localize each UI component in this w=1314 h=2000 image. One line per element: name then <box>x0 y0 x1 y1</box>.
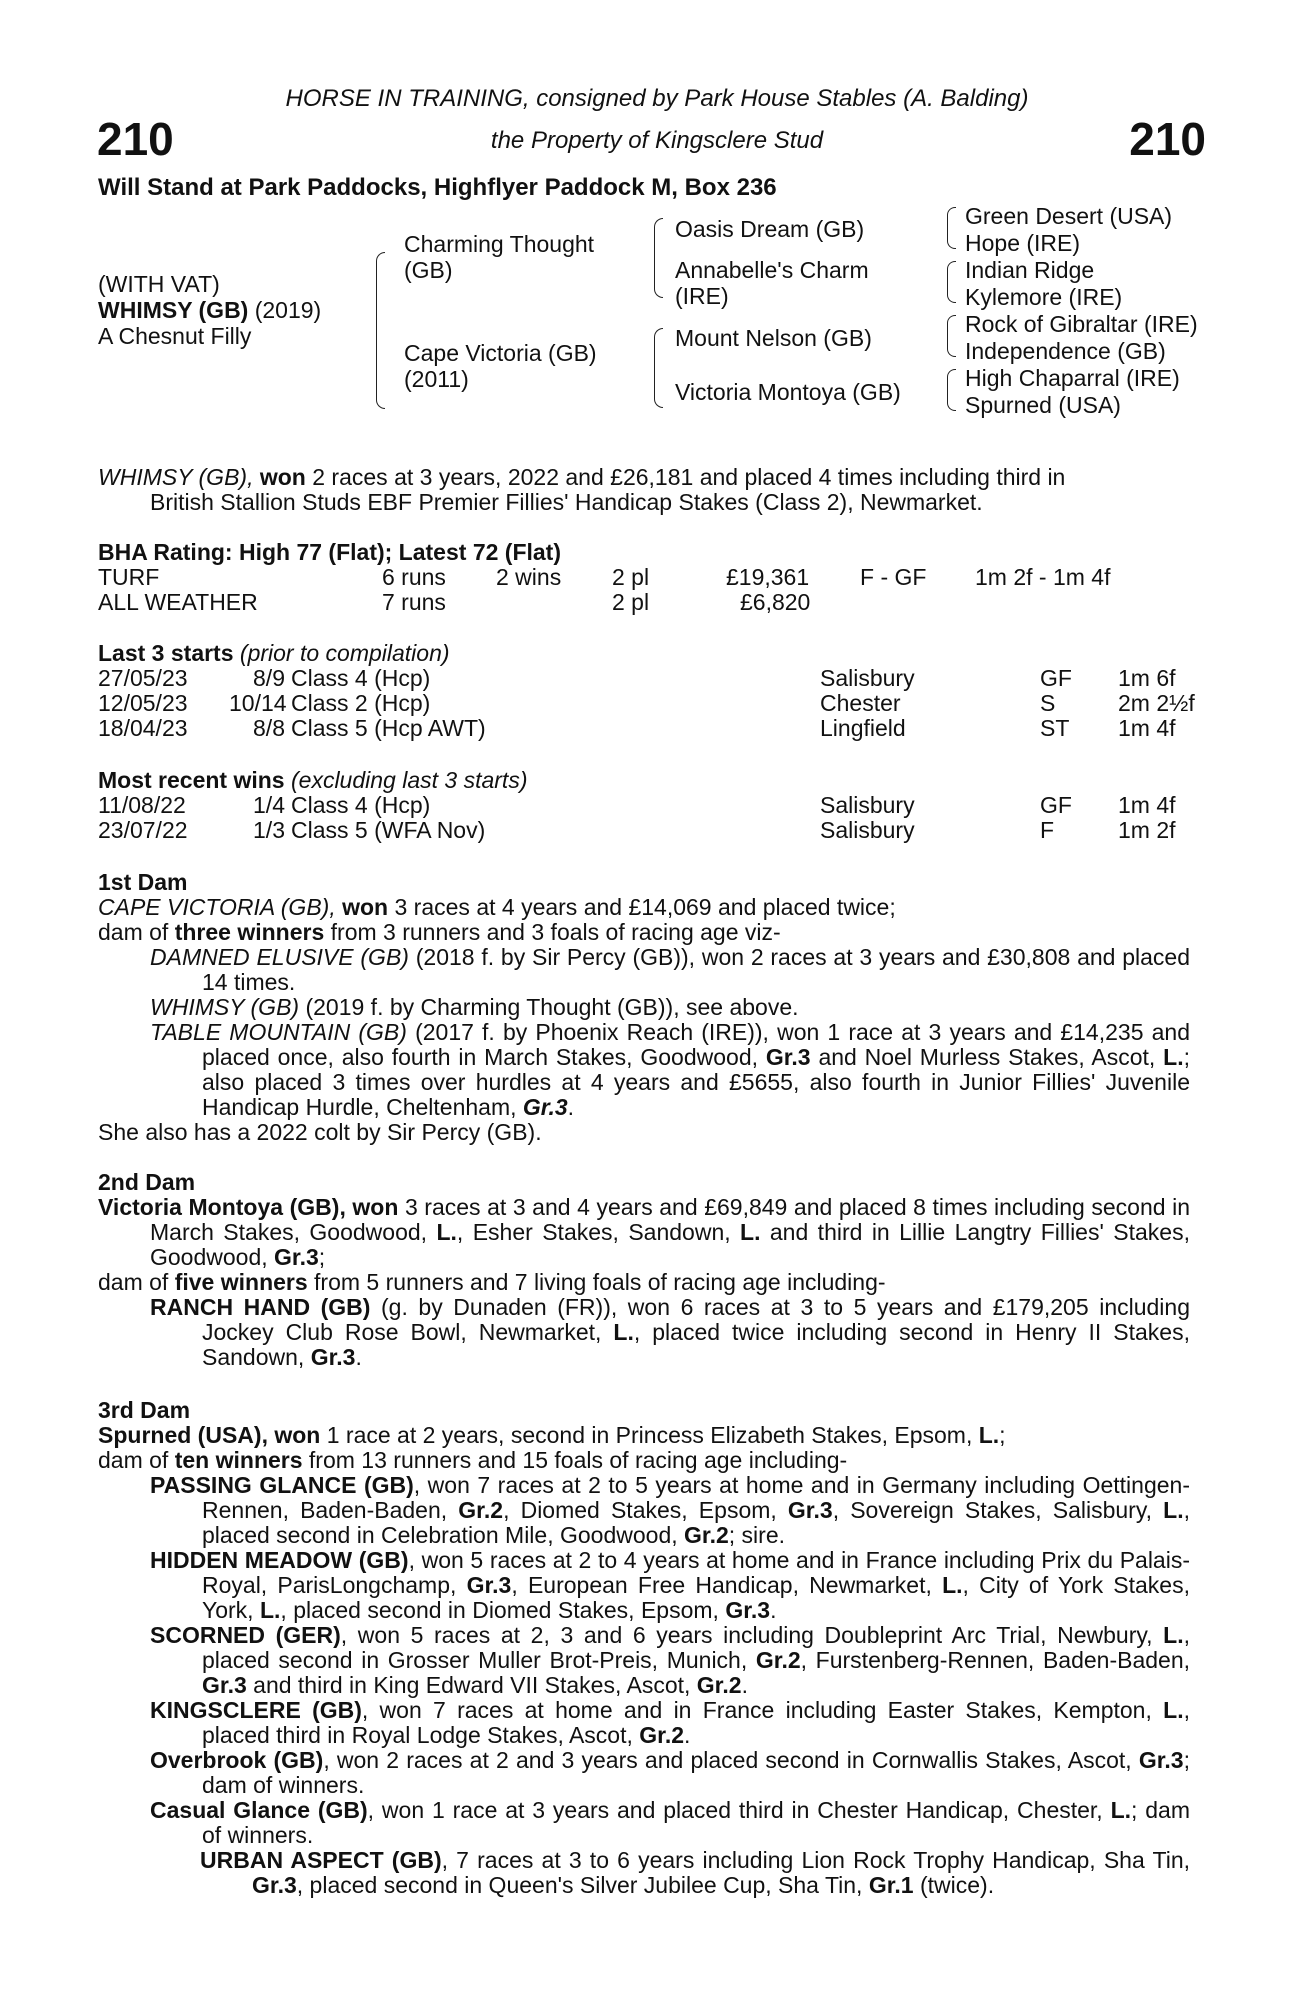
pedigree-brace <box>654 218 663 298</box>
offspring-record: ; dam of winners. <box>202 1747 1190 1798</box>
win-course: Salisbury <box>820 792 915 818</box>
rating-runs: 6 runs <box>382 564 446 590</box>
summary-text-1: 2 races at 3 years, 2022 and £26,181 and placed 4 times including third in <box>305 464 1066 490</box>
group-badge: Gr.3 <box>765 1044 811 1070</box>
offspring-entry <box>150 1020 1190 1120</box>
win-row <box>98 818 1190 843</box>
sire-country: (GB) <box>404 257 453 283</box>
listed-badge: L. <box>942 1572 963 1598</box>
listed-badge: L. <box>259 1597 281 1623</box>
offspring-record: . <box>684 1722 691 1748</box>
start-row <box>98 716 1190 741</box>
recent-wins-note: (excluding last 3 starts) <box>291 767 528 793</box>
offspring-entry <box>150 1798 1190 1848</box>
pedigree-brace <box>947 369 956 411</box>
third-dam-title: 3rd Dam <box>98 1397 191 1423</box>
offspring-record: , Sovereign Stakes, Salisbury, <box>832 1497 1164 1523</box>
start-going: S <box>1040 690 1056 716</box>
property-line: the Property of Kingsclere Stud <box>490 127 824 154</box>
third-dam-record: ; <box>999 1422 1006 1448</box>
recent-wins-section <box>98 768 1190 843</box>
second-dam-record: 3 races at 3 and 4 years and £69,849 and placed 8 times including second in March Stakes, Goodwood, <box>150 1194 1190 1245</box>
start-course: Salisbury <box>820 665 915 691</box>
rating-placed: 2 pl <box>612 589 650 615</box>
offspring-record: . <box>770 1597 777 1623</box>
start-date: 18/04/23 <box>98 715 188 741</box>
offspring-name: DAMNED ELUSIVE (GB) <box>150 944 409 970</box>
ancestor-sds: Indian Ridge <box>965 257 1095 283</box>
win-going: GF <box>1040 792 1072 818</box>
win-course: Salisbury <box>820 817 915 843</box>
offspring-record: , placed second in Grosser Muller Brot-Preis, Munich, <box>202 1622 1190 1673</box>
third-dam-produce-intro: dam of <box>98 1447 175 1473</box>
offspring-name: Overbrook (GB) <box>150 1747 324 1773</box>
rating-row <box>98 590 1190 615</box>
second-dam-produce-intro: dam of <box>98 1269 175 1295</box>
group-badge: Gr.2 <box>458 1497 504 1523</box>
rating-section <box>98 540 1190 615</box>
start-class: Class 4 (Hcp) <box>291 665 431 691</box>
listed-badge: L. <box>1163 1497 1184 1523</box>
offspring-record: , City of York Stakes, York, <box>202 1572 1190 1623</box>
rating-going: F - GF <box>860 564 927 590</box>
second-dam-section: 2nd Dam Victoria Montoya (GB), won 3 races at 3 and 4 years and £69,849 and placed 8 times including second in March Stakes, Goodwood, L., Esher Stakes, Sandown, L. and third in Lillie Langtry Fillies' Stakes, Goodwood, Gr.3; dam of five winners from 5 runners and 7 living foals of racing age including- RANCH HAND (GB) (g. by Dunaden (FR)), won 6 races at 3 to 5 years and £179,205 including Jockey Club Rose Bowl, Newmarket, L., placed twice including second in Henry II Stakes, Sandown, Gr.3. <box>98 1169 1190 1370</box>
summary-won: won <box>259 464 306 490</box>
offspring-name: TABLE MOUNTAIN (GB) <box>150 1019 407 1045</box>
second-dam-title: 2nd Dam <box>98 1169 196 1195</box>
group-badge: Gr.3 <box>310 1344 356 1370</box>
first-dam-produce-text: from 3 runners and 3 foals of racing age viz- <box>324 919 781 945</box>
offspring-record: , won 5 races at 2 to 4 years at home and in France including Prix du Palais-Royal, ParisLongchamp, <box>202 1547 1190 1598</box>
first-dam-winners: three winners <box>174 919 325 945</box>
group-badge: Gr.2 <box>639 1722 685 1748</box>
offspring-record: ; sire. <box>728 1522 786 1548</box>
last-starts-title: Last 3 starts <box>98 640 234 666</box>
group-badge: Gr.2 <box>696 1672 742 1698</box>
rating-placed: 2 pl <box>612 564 650 590</box>
ancestor-dsd: Independence (GB) <box>965 338 1166 364</box>
offspring-name: Casual Glance (GB) <box>150 1797 368 1823</box>
ancestor-sss: Green Desert (USA) <box>965 203 1173 229</box>
offspring-record: (2017 f. by Phoenix Reach (IRE)), won 1 race at 3 years and £14,235 and placed once, also fourth in March Stakes, Goodwood, <box>202 1019 1190 1070</box>
start-position: 8/9 <box>253 665 285 691</box>
listed-badge: L. <box>613 1319 634 1345</box>
lot-number-right: 210 <box>1129 113 1206 165</box>
start-distance: 1m 4f <box>1118 715 1176 741</box>
rating-surface: TURF <box>98 564 160 590</box>
race-summary <box>98 465 1190 515</box>
first-dam-name: CAPE VICTORIA (GB), <box>98 894 336 920</box>
offspring-record: and third in King Edward VII Stakes, Ascot, <box>246 1672 697 1698</box>
offspring-record: , won 1 race at 3 years and placed third in Chester Handicap, Chester, <box>367 1797 1111 1823</box>
offspring-record: , Furstenberg-Rennen, Baden-Baden, <box>800 1647 1191 1673</box>
offspring-entry <box>150 945 1190 995</box>
dam-name: Cape Victoria (GB) <box>404 340 597 366</box>
ancestor-sdd: Kylemore (IRE) <box>965 284 1123 310</box>
group-badge: Gr.3 <box>1138 1747 1184 1773</box>
dam-year: (2011) <box>404 366 469 392</box>
pedigree-brace <box>654 328 663 408</box>
offspring-record: , won 7 races at 2 to 5 years at home and in Germany including Oettingen-Rennen, Baden-Baden, <box>202 1472 1190 1523</box>
offspring-record: , placed second in Queen's Silver Jubilee Cup, Sha Tin, <box>296 1872 869 1898</box>
summary-horse-name: WHIMSY (GB), <box>98 464 254 490</box>
offspring-name: PASSING GLANCE (GB) <box>150 1472 414 1498</box>
dam-sire: Mount Nelson (GB) <box>675 325 872 351</box>
listed-badge: L. <box>978 1422 1000 1448</box>
sire-dam: Annabelle's Charm <box>675 257 869 283</box>
offspring-name: HIDDEN MEADOW (GB) <box>150 1547 409 1573</box>
last-starts-note: (prior to compilation) <box>239 640 450 666</box>
offspring-name: SCORNED (GER) <box>150 1622 341 1648</box>
offspring-record: , placed twice including second in Henry II Stakes, Sandown, <box>202 1319 1190 1370</box>
offspring-record: , placed second in Celebration Mile, Goodwood, <box>202 1497 1190 1548</box>
win-class: Class 5 (WFA Nov) <box>291 817 486 843</box>
offspring-record: ; dam of winners. <box>202 1797 1191 1848</box>
listed-badge: L. <box>1163 1044 1184 1070</box>
offspring-record: (2019 f. by Charming Thought (GB)), see above. <box>299 994 799 1020</box>
win-position: 1/4 <box>253 792 285 818</box>
vat-note: (WITH VAT) <box>98 271 220 297</box>
third-dam-won: won <box>274 1422 321 1448</box>
offspring-record: . <box>355 1344 362 1370</box>
offspring-record: . <box>567 1094 575 1120</box>
sire-name: Charming Thought <box>404 231 595 257</box>
offspring-entry <box>150 1623 1190 1698</box>
group-badge: Gr.3 <box>202 1672 247 1698</box>
first-dam-won: won <box>342 894 389 920</box>
start-row <box>98 666 1190 691</box>
consignor-line: HORSE IN TRAINING, consigned by Park House Stables (A. Balding) <box>285 85 1029 112</box>
lot-number-left: 210 <box>97 113 174 165</box>
second-dam-record: ; <box>318 1244 326 1270</box>
ancestor-ssd: Hope (IRE) <box>965 230 1081 256</box>
offspring-record: , placed second in Diomed Stakes, Epsom, <box>280 1597 726 1623</box>
offspring-record: , European Free Handicap, Newmarket, <box>511 1572 943 1598</box>
ancestor-ddd: Spurned (USA) <box>965 392 1121 418</box>
start-going: ST <box>1040 715 1070 741</box>
group-badge: Gr.3 <box>274 1244 319 1270</box>
group-badge: Gr.3 <box>522 1094 568 1120</box>
ancestor-dss: Rock of Gibraltar (IRE) <box>965 311 1198 337</box>
rating-distance: 1m 2f - 1m 4f <box>975 564 1111 590</box>
sire-dam-country: (IRE) <box>675 283 729 309</box>
start-distance: 1m 6f <box>1118 665 1176 691</box>
listed-badge: L. <box>740 1219 761 1245</box>
start-going: GF <box>1040 665 1072 691</box>
horse-year: (2019) <box>254 297 322 323</box>
second-dam-winners: five winners <box>174 1269 308 1295</box>
start-course: Chester <box>820 690 901 716</box>
offspring-record: (2018 f. by Sir Percy (GB)), won 2 races at 3 years and £30,808 and placed 14 times. <box>202 944 1191 995</box>
pedigree-brace <box>947 207 956 249</box>
win-date: 23/07/22 <box>98 817 188 843</box>
win-going: F <box>1040 817 1055 843</box>
offspring-record: and Noel Murless Stakes, Ascot, <box>810 1044 1164 1070</box>
offspring-record: , Diomed Stakes, Epsom, <box>503 1497 788 1523</box>
rating-title: BHA Rating: High 77 (Flat); Latest 72 (Flat) <box>98 539 561 565</box>
second-dam-won: won <box>352 1194 399 1220</box>
rating-money: £6,820 <box>740 589 811 615</box>
start-row <box>98 690 1195 716</box>
sire-sire: Oasis Dream (GB) <box>675 216 865 242</box>
first-dam-produce-intro: dam of <box>98 919 175 945</box>
group-badge: Gr.3 <box>466 1572 512 1598</box>
start-class: Class 2 (Hcp) <box>291 690 431 716</box>
rating-row <box>98 565 1190 590</box>
ancestor-dds: High Chaparral (IRE) <box>965 365 1180 391</box>
group-badge: Gr.3 <box>725 1597 771 1623</box>
offspring-entry <box>150 1295 1190 1370</box>
win-class: Class 4 (Hcp) <box>291 792 431 818</box>
start-course: Lingfield <box>820 715 906 741</box>
start-date: 27/05/23 <box>98 665 188 691</box>
offspring-record: , won 5 races at 2, 3 and 6 years including Doubleprint Arc Trial, Newbury, <box>340 1622 1164 1648</box>
win-date: 11/08/22 <box>98 792 186 818</box>
pedigree-brace <box>376 252 385 409</box>
offspring-name: URBAN ASPECT (GB) <box>200 1847 442 1873</box>
second-dam-produce-text: from 5 runners and 7 living foals of racing age including- <box>307 1269 886 1295</box>
last-starts-section <box>98 640 1195 741</box>
win-position: 1/3 <box>253 817 285 843</box>
start-distance: 2m 2½f <box>1118 690 1195 716</box>
rating-runs: 7 runs <box>382 589 446 615</box>
offspring-record: , 7 races at 3 to 6 years including Lion Rock Trophy Handicap, Sha Tin, <box>441 1847 1190 1873</box>
group-badge: Gr.3 <box>252 1872 297 1898</box>
start-position: 8/8 <box>253 715 285 741</box>
offspring-name: KINGSCLERE (GB) <box>150 1697 362 1723</box>
offspring-entry <box>150 1748 1190 1798</box>
offspring-record: , placed third in Royal Lodge Stakes, Ascot, <box>202 1697 1190 1748</box>
offspring-record: , won 7 races at home and in France including Easter Stakes, Kempton, <box>361 1697 1164 1723</box>
second-dam-record: , Esher Stakes, Sandown, <box>456 1219 741 1245</box>
summary-text-2: British Stallion Studs EBF Premier Fillies' Handicap Stakes (Class 2), Newmarket. <box>150 489 983 515</box>
listed-badge: L. <box>1163 1697 1184 1723</box>
offspring-record: , won 2 races at 2 and 3 years and placed second in Cornwallis Stakes, Ascot, <box>323 1747 1139 1773</box>
listed-badge: L. <box>1110 1797 1132 1823</box>
group-badge: Gr.3 <box>787 1497 833 1523</box>
offspring-entry <box>150 995 1190 1020</box>
win-distance: 1m 2f <box>1118 817 1176 843</box>
offspring-name: RANCH HAND (GB) <box>150 1294 371 1320</box>
offspring-record: ; also placed 3 times over hurdles at 4 years and £5655, also fourth in Junior Fillies' Juvenile Handicap Hurdle, Cheltenham, <box>202 1044 1190 1120</box>
recent-wins-title: Most recent wins <box>98 767 285 793</box>
offspring-record: (twice). <box>913 1872 995 1898</box>
offspring-entry <box>150 1548 1190 1623</box>
first-dam-section <box>98 870 1190 1145</box>
pedigree-brace <box>947 315 956 357</box>
second-dam-record: and third in Lillie Langtry Fillies' Stakes, Goodwood, <box>150 1219 1190 1270</box>
third-dam-winners: ten winners <box>174 1447 303 1473</box>
start-date: 12/05/23 <box>98 690 188 716</box>
horse-name-line <box>98 298 321 323</box>
stand-location: Will Stand at Park Paddocks, Highflyer Paddock M, Box 236 <box>98 174 777 201</box>
win-row <box>98 793 1190 818</box>
group-badge: Gr.2 <box>755 1647 801 1673</box>
third-dam-name: Spurned (USA) <box>98 1422 262 1448</box>
first-dam-record: 3 races at 4 years and £14,069 and placed twice; <box>388 894 896 920</box>
offspring-record: . <box>741 1672 748 1698</box>
group-badge: Gr.2 <box>684 1522 729 1548</box>
offspring-record: (g. by Dunaden (FR)), won 6 races at 3 to 5 years and £179,205 including Jockey Club Rose Bowl, Newmarket, <box>202 1294 1190 1345</box>
third-dam-produce-text: from 13 runners and 15 foals of racing age including- <box>302 1447 848 1473</box>
listed-badge: L. <box>1163 1622 1184 1648</box>
second-dam-name: Victoria Montoya (GB) <box>98 1194 340 1220</box>
horse-name: WHIMSY (GB) <box>98 297 249 323</box>
first-dam-colt-note: She also has a 2022 colt by Sir Percy (GB). <box>98 1119 542 1145</box>
offspring-entry <box>150 1473 1190 1548</box>
horse-description: A Chesnut Filly <box>98 323 252 349</box>
first-dam-title: 1st Dam <box>98 869 188 895</box>
start-position: 10/14 <box>229 690 287 716</box>
dam-dam: Victoria Montoya (GB) <box>675 379 901 405</box>
offspring-entry <box>150 1698 1190 1748</box>
grand-offspring-entry <box>200 1848 1190 1898</box>
listed-badge: L. <box>436 1219 457 1245</box>
rating-wins: 2 wins <box>496 564 562 590</box>
win-distance: 1m 4f <box>1118 792 1176 818</box>
rating-money: £19,361 <box>726 564 810 590</box>
start-class: Class 5 (Hcp AWT) <box>291 715 486 741</box>
group-badge: Gr.1 <box>868 1872 914 1898</box>
third-dam-record: 1 race at 2 years, second in Princess Elizabeth Stakes, Epsom, <box>320 1422 979 1448</box>
offspring-name: WHIMSY (GB) <box>150 994 300 1020</box>
rating-surface: ALL WEATHER <box>98 589 258 615</box>
pedigree-brace <box>947 261 956 303</box>
third-dam-section: 3rd Dam Spurned (USA), won 1 race at 2 years, second in Princess Elizabeth Stakes, Epsom, L.; dam of ten winners from 13 runners and 15 foals of racing age including- PASSING GLANCE (GB), won 7 races at 2 to 5 years at home and in Germany including Oettingen-Rennen, Baden-Baden, Gr.2, Diomed Stakes, Epsom, Gr.3, Sovereign Stakes, Salisbury, L., placed second in Celebration Mile, Goodwood, Gr.2; sire. HIDDEN MEADOW (GB), won 5 races at 2 to 4 years at home and in France including Prix du Palais-Royal, ParisLongchamp, Gr.3, European Free Handicap, Newmarket, L., City of York Stakes, York, L., placed second in Diomed Stakes, Epsom, Gr.3. SCORNED (GER), won 5 races at 2, 3 and 6 years including Doubleprint Arc Trial, Newbury, L., placed second in Grosser Muller Brot-Preis, Munich, Gr.2, Furstenberg-Rennen, Baden-Baden, Gr.3 and third in King Edward VII Stakes, Ascot, Gr.2. KINGSCLERE (GB), won 7 races at home and in France including Easter Stakes, Kempton, L., placed third in Royal Lodge Stakes, Ascot, Gr.2. Overbrook (GB), won 2 races at 2 and 3 years and placed second in Cornwallis Stakes, Ascot, Gr.3; dam of winners. Casual Glance (GB), won 1 race at 3 years and placed third in Chester Handicap, Chester, L.; dam of winners. URBAN ASPECT (GB), 7 races at 3 to 6 years including Lion Rock Trophy Handicap, Sha Tin, Gr.3, placed second in Queen's Silver Jubilee Cup, Sha Tin, Gr.1 (twice). <box>98 1397 1191 1898</box>
